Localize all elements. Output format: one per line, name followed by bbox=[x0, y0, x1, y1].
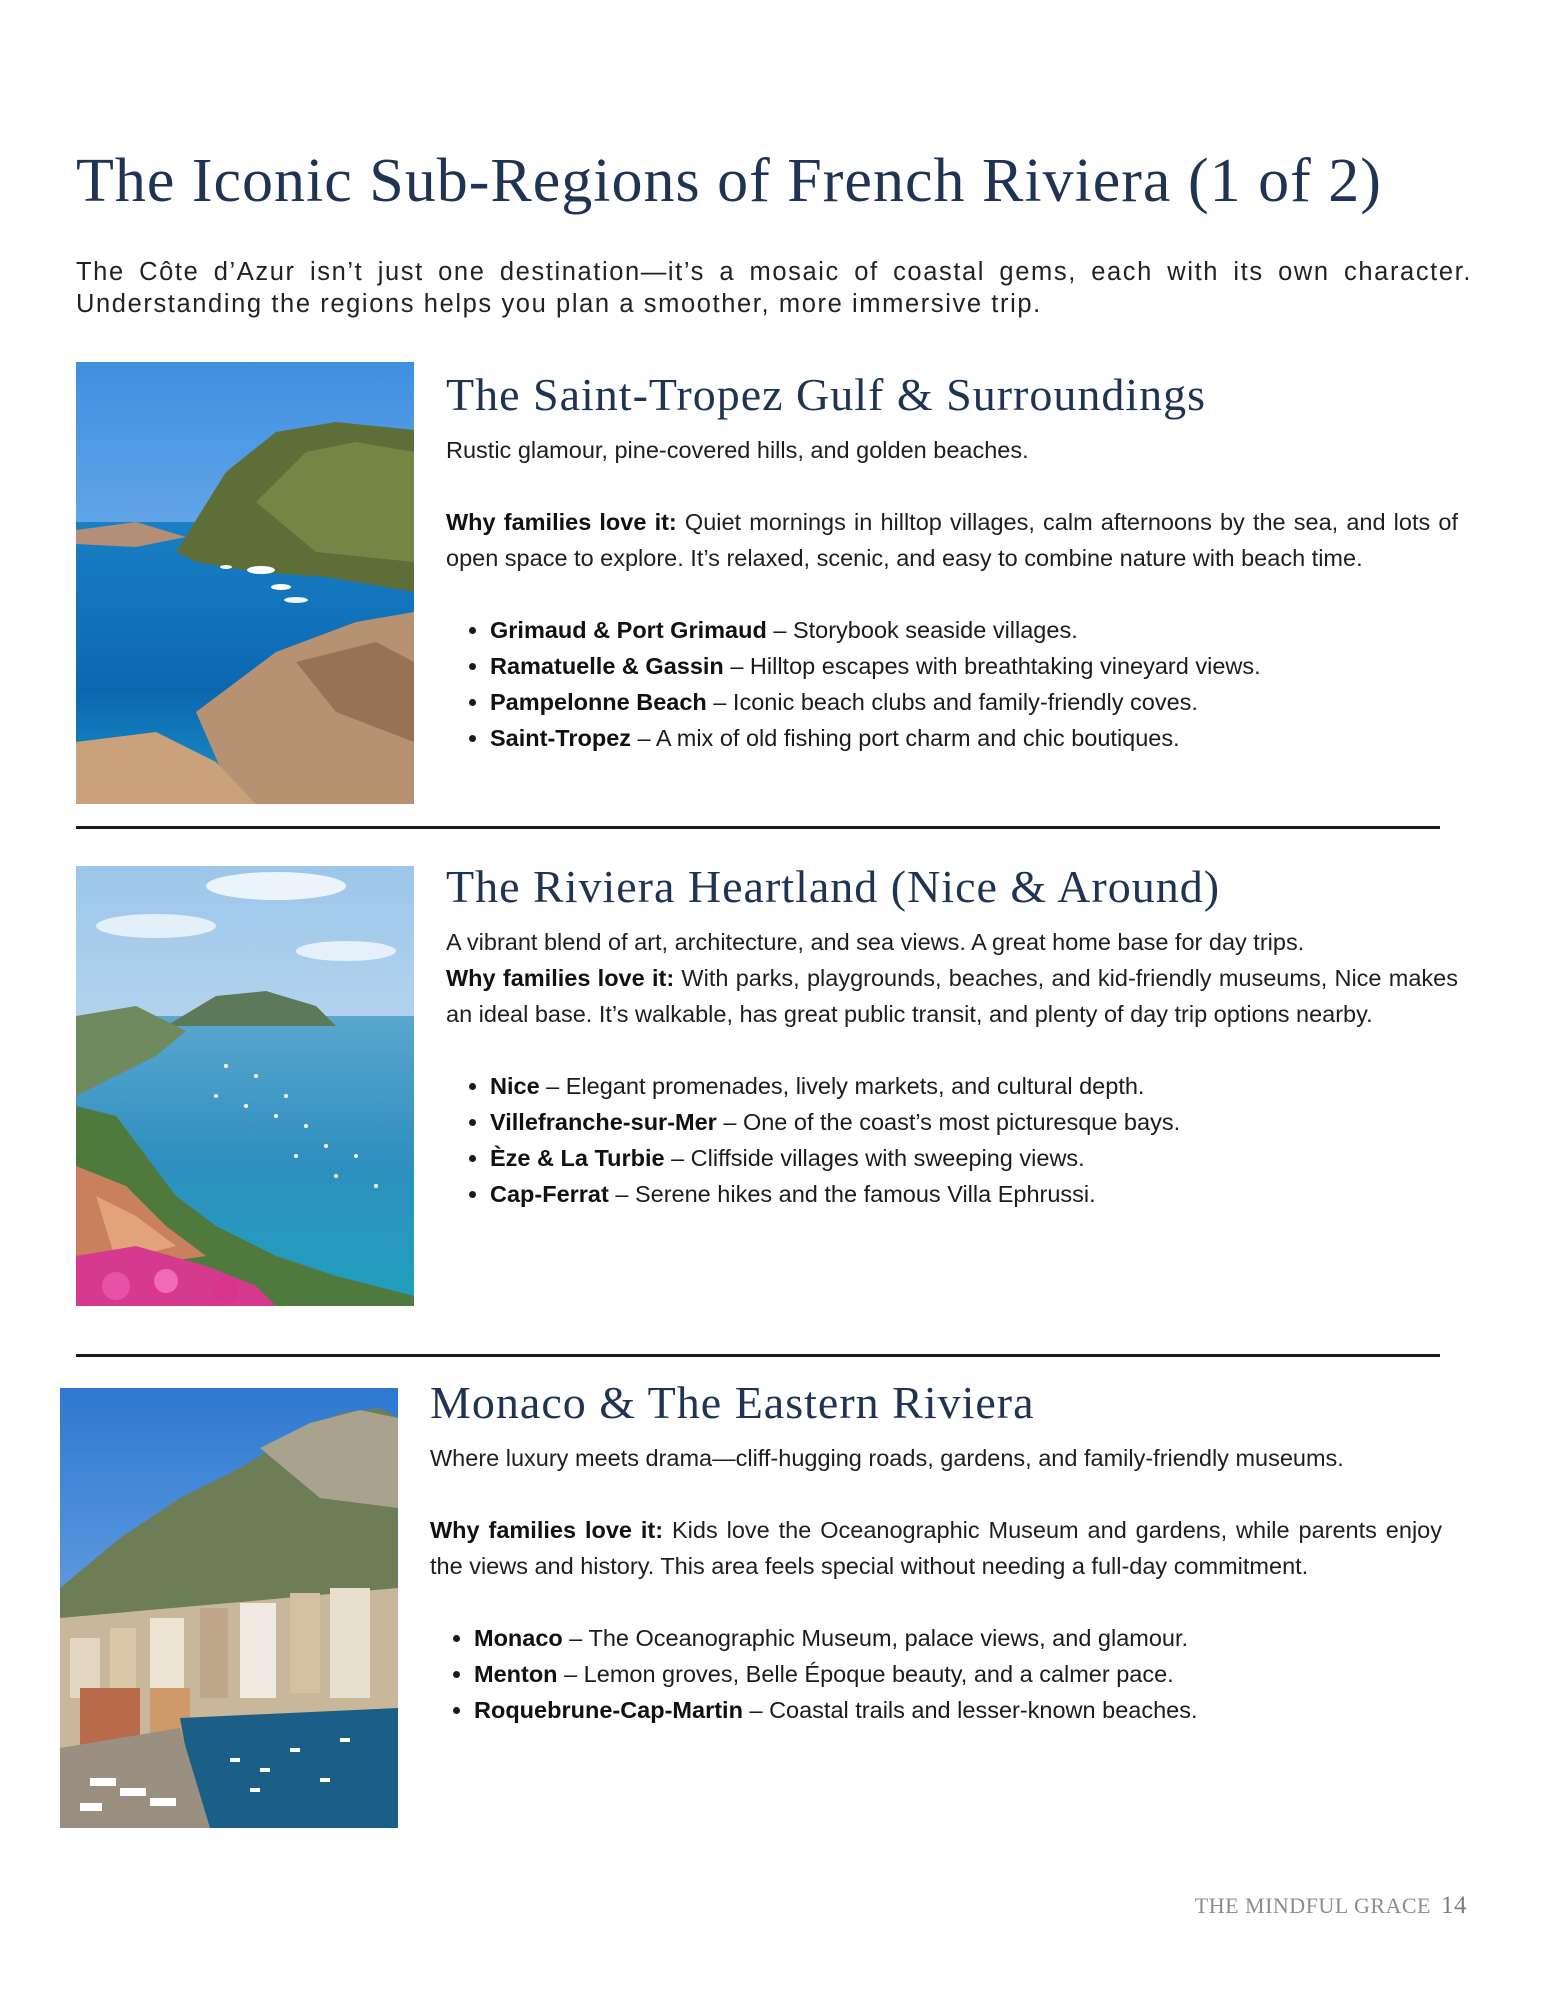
saint-tropez-photo bbox=[76, 362, 414, 804]
why-families-paragraph bbox=[446, 960, 1458, 1032]
place-name: Grimaud & Port Grimaud bbox=[490, 617, 767, 643]
section-tagline: Rustic glamour, pine-covered hills, and golden beaches. bbox=[446, 437, 1029, 463]
why-text: With parks, playgrounds, beaches, and kid-friendly museums, Nice makes an ideal base. It’s walkable, has great public transit, and plenty of day trip options nearby. bbox=[446, 965, 1458, 1027]
why-families-paragraph bbox=[430, 1512, 1442, 1584]
places-list bbox=[446, 612, 1458, 756]
page-footer bbox=[1195, 1892, 1467, 1920]
place-desc: – Hilltop escapes with breathtaking vineyard views. bbox=[723, 653, 1261, 679]
place-desc: – Storybook seaside villages. bbox=[766, 617, 1078, 643]
place-desc: – Iconic beach clubs and family-friendly coves. bbox=[706, 689, 1198, 715]
section-divider bbox=[76, 826, 1440, 829]
section-heading: The Riviera Heartland (Nice & Around) bbox=[446, 861, 1221, 912]
place-name: Monaco bbox=[474, 1625, 563, 1651]
why-text: Kids love the Oceanographic Museum and gardens, while parents enjoy the views and history. This area feels special without needing a full-day commitment. bbox=[430, 1517, 1442, 1579]
section-saint-tropez bbox=[446, 364, 1458, 756]
why-label: Why families love it: bbox=[446, 965, 675, 991]
list-item bbox=[490, 648, 1458, 684]
section-divider bbox=[76, 1354, 1440, 1357]
footer-brand: THE MINDFUL GRACE bbox=[1194, 1893, 1431, 1918]
place-desc: – One of the coast’s most picturesque bays. bbox=[716, 1109, 1181, 1135]
place-desc: – Elegant promenades, lively markets, and cultural depth. bbox=[539, 1073, 1145, 1099]
intro-paragraph: The Côte d’Azur isn’t just one destination—it’s a mosaic of coastal gems, each with its own character. Understanding the regions helps you plan a smoother, more immersive trip. bbox=[76, 258, 1472, 318]
place-name: Villefranche-sur-Mer bbox=[490, 1109, 717, 1135]
place-name: Èze & La Turbie bbox=[490, 1145, 665, 1171]
place-desc: – A mix of old fishing port charm and chic boutiques. bbox=[631, 725, 1180, 751]
place-name: Pampelonne Beach bbox=[490, 689, 707, 715]
place-name: Saint-Tropez bbox=[490, 725, 632, 751]
section-heading: Monaco & The Eastern Riviera bbox=[430, 1377, 1035, 1428]
list-item bbox=[490, 612, 1458, 648]
place-desc: – The Oceanographic Museum, palace views, and glamour. bbox=[562, 1625, 1189, 1651]
monaco-photo bbox=[60, 1388, 398, 1828]
place-name: Ramatuelle & Gassin bbox=[490, 653, 724, 679]
place-name: Nice bbox=[490, 1073, 540, 1099]
place-desc: – Serene hikes and the famous Villa Ephrussi. bbox=[608, 1181, 1096, 1207]
list-item bbox=[490, 1140, 1458, 1176]
section-monaco bbox=[430, 1372, 1442, 1728]
list-item bbox=[490, 684, 1458, 720]
section-tagline: A vibrant blend of art, architecture, and sea views. A great home base for day trips. bbox=[446, 929, 1305, 955]
place-desc: – Coastal trails and lesser-known beaches. bbox=[742, 1697, 1198, 1723]
list-item bbox=[474, 1620, 1442, 1656]
list-item bbox=[474, 1656, 1442, 1692]
page-number: 14 bbox=[1441, 1892, 1467, 1919]
list-item bbox=[490, 1068, 1458, 1104]
place-desc: – Cliffside villages with sweeping views. bbox=[664, 1145, 1085, 1171]
nice-bay-photo bbox=[76, 866, 414, 1306]
list-item bbox=[474, 1692, 1442, 1728]
places-list bbox=[446, 1068, 1458, 1212]
place-name: Roquebrune-Cap-Martin bbox=[474, 1697, 743, 1723]
place-name: Cap-Ferrat bbox=[490, 1181, 609, 1207]
section-heading: The Saint-Tropez Gulf & Surroundings bbox=[446, 369, 1207, 420]
list-item bbox=[490, 720, 1458, 756]
section-tagline: Where luxury meets drama—cliff-hugging roads, gardens, and family-friendly museums. bbox=[430, 1445, 1344, 1471]
list-item bbox=[490, 1104, 1458, 1140]
list-item bbox=[490, 1176, 1458, 1212]
places-list bbox=[430, 1620, 1442, 1728]
place-name: Menton bbox=[474, 1661, 558, 1687]
place-desc: – Lemon groves, Belle Époque beauty, and a calmer pace. bbox=[557, 1661, 1174, 1687]
why-text: Quiet mornings in hilltop villages, calm afternoons by the sea, and lots of open space to explore. It’s relaxed, scenic, and easy to combine nature with beach time. bbox=[446, 509, 1458, 571]
page-title: The Iconic Sub-Regions of French Riviera (1 of 2) bbox=[76, 147, 1382, 215]
why-label: Why families love it: bbox=[446, 509, 677, 535]
why-label: Why families love it: bbox=[430, 1517, 664, 1543]
section-nice bbox=[446, 856, 1458, 1212]
why-families-paragraph bbox=[446, 504, 1458, 576]
